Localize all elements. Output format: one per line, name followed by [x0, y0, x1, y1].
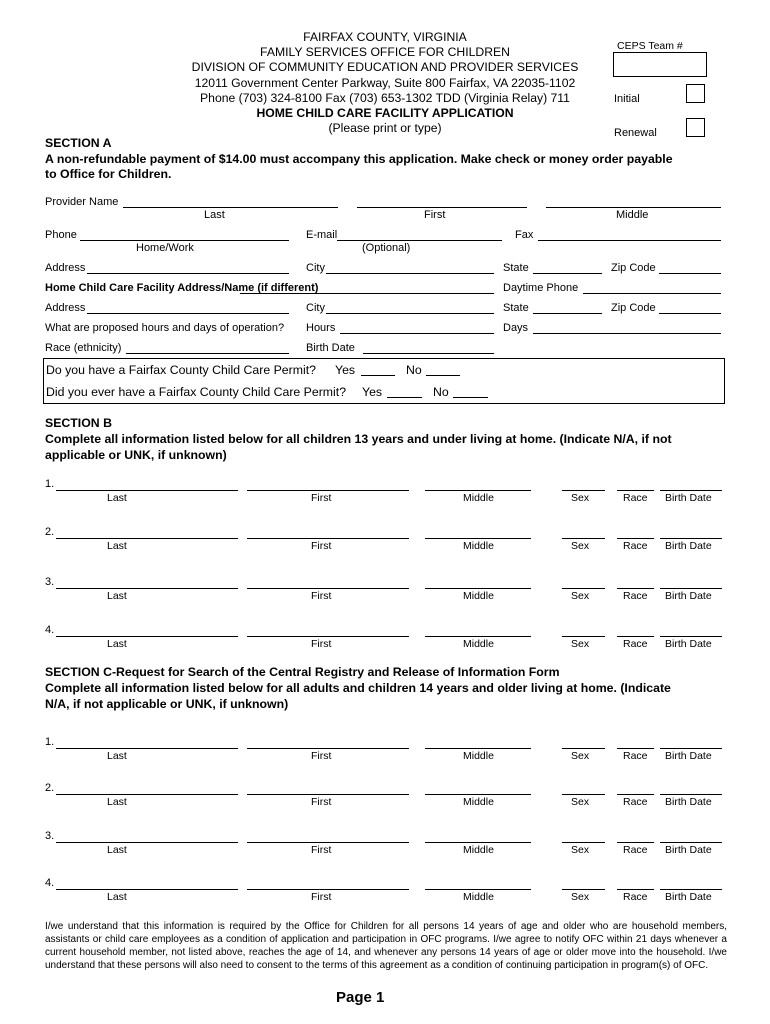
child-last-field[interactable]: [56, 538, 238, 539]
days-field[interactable]: [533, 333, 721, 334]
facility-state-field[interactable]: [533, 313, 602, 314]
initial-checkbox[interactable]: [686, 84, 705, 103]
child-race-caption: Race: [623, 492, 648, 504]
daytime-phone-label: Daytime Phone: [503, 282, 579, 294]
page-number: Page 1: [336, 989, 385, 1006]
adult-row-number: 3.: [45, 830, 55, 842]
zip-field[interactable]: [659, 273, 721, 274]
form-subtitle: (Please print or type): [328, 121, 442, 136]
initial-label: Initial: [614, 93, 640, 105]
provider-middle-field[interactable]: [546, 207, 721, 208]
child-race-field[interactable]: [617, 588, 654, 589]
adult-sex-field[interactable]: [562, 748, 605, 749]
adult-middle-field[interactable]: [425, 748, 531, 749]
adult-birth-date-field[interactable]: [660, 889, 722, 890]
zip-label: Zip Code: [611, 262, 656, 274]
city-field[interactable]: [326, 273, 494, 274]
adult-race-field[interactable]: [617, 794, 654, 795]
child-last-field[interactable]: [56, 588, 238, 589]
adult-sex-caption: Sex: [571, 844, 590, 856]
child-birth-date-caption: Birth Date: [665, 492, 712, 504]
child-last-field[interactable]: [56, 490, 238, 491]
adult-race-caption: Race: [623, 750, 648, 762]
child-race-field[interactable]: [617, 636, 654, 637]
child-middle-caption: Middle: [463, 492, 494, 504]
adult-race-field[interactable]: [617, 748, 654, 749]
adult-race-caption: Race: [623, 844, 648, 856]
address-label: Address: [45, 262, 86, 274]
permit-1-no-label: No: [406, 363, 422, 377]
adult-last-field[interactable]: [56, 842, 238, 843]
facility-label: Home Child Care Facility Address/Name (if different): [45, 282, 319, 294]
child-middle-field[interactable]: [425, 490, 531, 491]
permit-question-2: Did you ever have a Fairfax County Child Care Permit?: [46, 385, 347, 399]
section-c-instructions: N/A, if not applicable or UNK, if unknown): [45, 697, 289, 711]
adult-first-caption: First: [311, 891, 332, 903]
facility-field[interactable]: [240, 293, 494, 294]
child-middle-caption: Middle: [463, 638, 494, 650]
header-line: 12011 Government Center Parkway, Suite 800 Fairfax, VA 22035-1102: [194, 75, 576, 90]
section-a-heading: SECTION A: [45, 136, 112, 150]
consent-paragraph: I/we understand that this information is required by the Office for Children for all persons 14 years of age and older who are household members, assistants or child care employees as a condition of application and participation in OFC programs. I/we agree to notify OFC within 21 days whenever a current household member, not listed above, reaches the age of 14, and whenever any persons 14 years of age or older move into the household. I/we understand that these persons will also need to consent to the terms of this agreement as a condition of continuing participation in program(s) of OFC.: [45, 921, 727, 971]
child-first-caption: First: [311, 590, 332, 602]
fax-field[interactable]: [538, 240, 721, 241]
header-line: FAIRFAX COUNTY, VIRGINIA: [303, 30, 467, 44]
section-b-heading: SECTION B: [45, 416, 112, 430]
header-line: Phone (703) 324-8100 Fax (703) 653-1302 TDD (Virginia Relay) 711: [200, 90, 570, 105]
adult-first-caption: First: [311, 796, 332, 808]
facility-address-label: Address: [45, 302, 86, 314]
adult-last-caption: Last: [107, 750, 127, 762]
child-sex-field[interactable]: [562, 636, 605, 637]
adult-last-caption: Last: [107, 891, 127, 903]
permit-2-no-label: No: [433, 385, 449, 399]
child-sex-field[interactable]: [562, 588, 605, 589]
adult-birth-date-caption: Birth Date: [665, 844, 712, 856]
child-birth-date-caption: Birth Date: [665, 590, 712, 602]
adult-birth-date-field[interactable]: [660, 842, 722, 843]
child-first-caption: First: [311, 540, 332, 552]
child-middle-field[interactable]: [425, 538, 531, 539]
adult-sex-field[interactable]: [562, 842, 605, 843]
adult-sex-caption: Sex: [571, 891, 590, 903]
adult-last-caption: Last: [107, 844, 127, 856]
child-birth-date-field[interactable]: [660, 588, 722, 589]
section-c-instructions: Complete all information listed below for all adults and children 14 years and older living at home. (Indicate: [45, 681, 671, 695]
provider-middle-caption: Middle: [616, 209, 649, 221]
renewal-label: Renewal: [614, 127, 657, 139]
permit-1-no-field[interactable]: [426, 375, 460, 376]
adult-middle-caption: Middle: [463, 796, 494, 808]
adult-first-caption: First: [311, 844, 332, 856]
child-first-field[interactable]: [247, 490, 409, 491]
adult-first-caption: First: [311, 750, 332, 762]
permit-question-1: Do you have a Fairfax County Child Care Permit?: [46, 363, 316, 377]
child-last-caption: Last: [107, 540, 127, 552]
address-field[interactable]: [87, 273, 289, 274]
adult-middle-caption: Middle: [463, 750, 494, 762]
state-label: State: [503, 262, 529, 274]
child-middle-caption: Middle: [463, 540, 494, 552]
child-middle-field[interactable]: [425, 636, 531, 637]
facility-city-field[interactable]: [326, 313, 494, 314]
adult-sex-caption: Sex: [571, 796, 590, 808]
facility-city-label: City: [306, 302, 325, 314]
permit-2-yes-label: Yes: [362, 385, 383, 399]
child-sex-field[interactable]: [562, 490, 605, 491]
adult-middle-caption: Middle: [463, 844, 494, 856]
adult-last-field[interactable]: [56, 794, 238, 795]
birth-date-field[interactable]: [363, 353, 494, 354]
provider-last-field[interactable]: [123, 207, 338, 208]
child-birth-date-field[interactable]: [660, 538, 722, 539]
daytime-phone-field[interactable]: [583, 293, 721, 294]
child-first-field[interactable]: [247, 538, 409, 539]
child-sex-caption: Sex: [571, 492, 590, 504]
adult-race-field[interactable]: [617, 889, 654, 890]
hours-label: Hours: [306, 322, 336, 334]
child-first-caption: First: [311, 638, 332, 650]
child-row-number: 1.: [45, 478, 55, 490]
child-last-field[interactable]: [56, 636, 238, 637]
permit-2-no-field[interactable]: [453, 397, 488, 398]
adult-race-caption: Race: [623, 891, 648, 903]
adult-birth-date-field[interactable]: [660, 794, 722, 795]
adult-middle-caption: Middle: [463, 891, 494, 903]
payment-notice: A non-refundable payment of $14.00 must accompany this application. Make check or money order payable: [45, 152, 673, 166]
child-sex-field[interactable]: [562, 538, 605, 539]
child-middle-field[interactable]: [425, 588, 531, 589]
permit-1-yes-field[interactable]: [361, 375, 395, 376]
provider-last-caption: Last: [204, 209, 225, 221]
adult-row-number: 2.: [45, 782, 55, 794]
email-field[interactable]: [337, 240, 502, 241]
ceps-team-label: CEPS Team #: [617, 40, 683, 52]
adult-first-field[interactable]: [247, 794, 409, 795]
adult-race-caption: Race: [623, 796, 648, 808]
header-line: FAMILY SERVICES OFFICE FOR CHILDREN: [260, 45, 510, 60]
state-field[interactable]: [533, 273, 602, 274]
permit-2-yes-field[interactable]: [387, 397, 422, 398]
adult-first-field[interactable]: [247, 748, 409, 749]
ceps-team-box[interactable]: [613, 52, 707, 77]
provider-first-caption: First: [424, 209, 446, 221]
child-last-caption: Last: [107, 638, 127, 650]
birth-date-label: Birth Date: [306, 342, 355, 354]
child-row-number: 4.: [45, 624, 55, 636]
child-birth-date-caption: Birth Date: [665, 540, 712, 552]
facility-state-label: State: [503, 302, 529, 314]
child-sex-caption: Sex: [571, 540, 590, 552]
adult-sex-caption: Sex: [571, 750, 590, 762]
permit-1-yes-label: Yes: [335, 363, 356, 377]
section-b-instructions: applicable or UNK, if unknown): [45, 448, 227, 462]
adult-row-number: 4.: [45, 877, 55, 889]
adult-last-field[interactable]: [56, 748, 238, 749]
fax-label: Fax: [515, 229, 534, 241]
provider-first-field[interactable]: [357, 207, 527, 208]
child-first-field[interactable]: [247, 636, 409, 637]
city-label: City: [306, 262, 325, 274]
child-birth-date-field[interactable]: [660, 490, 722, 491]
child-sex-caption: Sex: [571, 638, 590, 650]
adult-sex-field[interactable]: [562, 794, 605, 795]
renewal-checkbox[interactable]: [686, 118, 705, 137]
child-birth-date-caption: Birth Date: [665, 638, 712, 650]
adult-middle-field[interactable]: [425, 842, 531, 843]
child-middle-caption: Middle: [463, 590, 494, 602]
adult-middle-field[interactable]: [425, 889, 531, 890]
child-last-caption: Last: [107, 590, 127, 602]
provider-name-label: Provider Name: [45, 196, 119, 208]
child-first-field[interactable]: [247, 588, 409, 589]
facility-address-field[interactable]: [87, 313, 289, 314]
child-last-caption: Last: [107, 492, 127, 504]
optional-caption: (Optional): [362, 242, 411, 254]
facility-zip-field[interactable]: [659, 313, 721, 314]
child-sex-caption: Sex: [571, 590, 590, 602]
adult-last-caption: Last: [107, 796, 127, 808]
child-race-field[interactable]: [617, 538, 654, 539]
days-label: Days: [503, 322, 529, 334]
form-title: HOME CHILD CARE FACILITY APPLICATION: [256, 105, 514, 120]
section-c-heading: SECTION C-Request for Search of the Central Registry and Release of Information Form: [45, 665, 560, 679]
child-row-number: 2.: [45, 526, 55, 538]
adult-first-field[interactable]: [247, 889, 409, 890]
hours-field[interactable]: [340, 333, 494, 334]
race-field[interactable]: [126, 353, 289, 354]
facility-zip-label: Zip Code: [611, 302, 656, 314]
adult-sex-field[interactable]: [562, 889, 605, 890]
header-line: DIVISION OF COMMUNITY EDUCATION AND PROVIDER SERVICES: [191, 60, 579, 75]
agency-header: [135, 30, 635, 136]
home-work-caption: Home/Work: [136, 242, 194, 254]
adult-birth-date-caption: Birth Date: [665, 891, 712, 903]
phone-label: Phone: [45, 229, 77, 241]
hours-question: What are proposed hours and days of operation?: [45, 322, 285, 334]
child-race-caption: Race: [623, 540, 648, 552]
adult-row-number: 1.: [45, 736, 55, 748]
adult-birth-date-caption: Birth Date: [665, 750, 712, 762]
adult-race-field[interactable]: [617, 842, 654, 843]
payment-notice: to Office for Children.: [45, 167, 172, 181]
section-b-instructions: Complete all information listed below for all children 13 years and under living at home. (Indicate N/A, if not: [45, 432, 672, 446]
child-first-caption: First: [311, 492, 332, 504]
adult-birth-date-caption: Birth Date: [665, 796, 712, 808]
email-label: E-mail: [306, 229, 338, 241]
child-race-caption: Race: [623, 590, 648, 602]
child-birth-date-field[interactable]: [660, 636, 722, 637]
race-label: Race (ethnicity): [45, 342, 122, 354]
adult-first-field[interactable]: [247, 842, 409, 843]
phone-field[interactable]: [80, 240, 289, 241]
adult-birth-date-field[interactable]: [660, 748, 722, 749]
child-race-caption: Race: [623, 638, 648, 650]
child-row-number: 3.: [45, 576, 55, 588]
adult-middle-field[interactable]: [425, 794, 531, 795]
adult-last-field[interactable]: [56, 889, 238, 890]
child-race-field[interactable]: [617, 490, 654, 491]
